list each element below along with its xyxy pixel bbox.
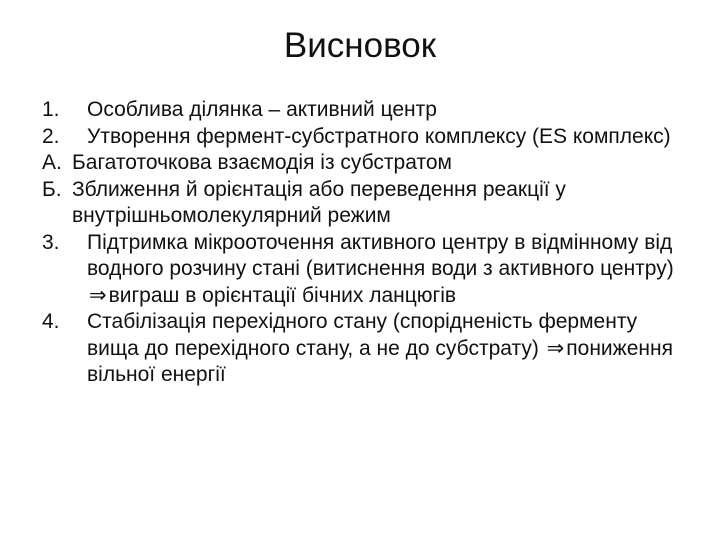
list-item-text: Багатоточкова взаємодія із субстратом [72, 151, 452, 174]
list-item-text: Утворення фермент-субстратного комплексу (ES комплекс) [87, 124, 671, 148]
list-marker: 1. [42, 98, 60, 121]
list-item [42, 150, 682, 177]
list-item [42, 124, 682, 151]
list-marker: 4. [42, 310, 60, 333]
implies-arrow-icon: ⇒ [89, 283, 107, 307]
implies-arrow-icon: ⇒ [546, 336, 565, 360]
conclusion-list [42, 97, 682, 389]
list-marker: Б. [42, 177, 62, 201]
list-item [42, 97, 682, 124]
list-item-text-before: Стабілізація перехідного стану (спорідненість ферменту вища до перехідного стану, а не до субстрату) [87, 310, 638, 360]
list-marker: А. [42, 151, 62, 174]
list-marker: 2. [42, 124, 60, 148]
list-item-text-before: Підтримка мікрооточення активного центру в відмінному від водного розчину стані (витиснення води з активного центру) [87, 230, 674, 280]
list-item [42, 230, 682, 310]
list-item-text-after: виграш в орієнтації бічних ланцюгів [108, 283, 457, 307]
list-item-text: Особлива ділянка – активний центр [87, 98, 437, 121]
list-marker: 3. [42, 230, 60, 254]
list-item-text: Зближення й орієнтація або переведення реакції у внутрішньомолекулярний режим [72, 177, 566, 227]
list-item [42, 177, 682, 230]
list-item-text-after: пониження вільної енергії [87, 336, 673, 386]
list-item [42, 309, 682, 389]
slide-title: Висновок [283, 26, 437, 65]
